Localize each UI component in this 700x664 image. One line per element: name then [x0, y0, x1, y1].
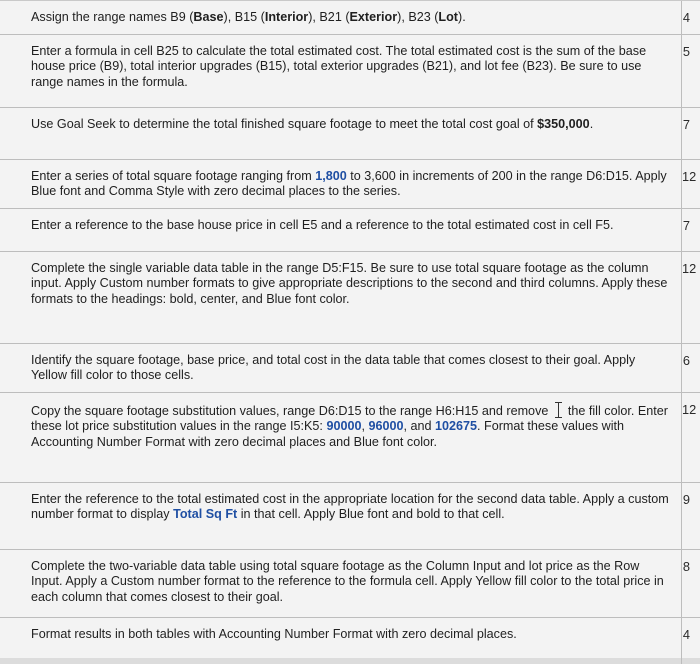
task-row — [0, 251, 700, 343]
task-text: to 3,600 in increments of 200 in the range D6:D15. Apply Blue font and Comma Style with zero decimal places to the series. — [31, 169, 667, 199]
task-text: , and — [404, 419, 436, 433]
task-row — [0, 34, 700, 107]
task-points: 12 — [682, 159, 700, 208]
task-points: 12 — [682, 251, 700, 343]
task-highlight: Interior — [265, 10, 308, 24]
task-text: , — [361, 419, 368, 433]
task-text: in that cell. Apply Blue font and bold to that cell. — [237, 507, 504, 521]
task-text: Complete the two-variable data table using total square footage as the Column Input and lot price as the Row Input. Apply a Custom number format to the reference to the formula cell. Apply Yellow fill color to the total price in each column that comes closest to their goal. — [31, 559, 664, 604]
task-text: Assign the range names B9 ( — [31, 10, 193, 24]
task-text: Complete the single variable data table in the range D5:F15. Be sure to use total square footage as the column input. Apply Custom number formats to give appropriate descriptions to the second and third columns. Apply these formats to the headings: bold, center, and Blue font color. — [31, 261, 667, 306]
task-text: Enter the reference to the total estimated cost in the appropriate location for the second data table. Apply a custom number format to display — [31, 492, 669, 522]
task-text: ), B15 ( — [224, 10, 265, 24]
task-text: Identify the square footage, base price, and total cost in the data table that comes closest to their goal. Apply Yellow fill color to those cells. — [31, 353, 635, 383]
task-description — [0, 1, 682, 34]
task-text: Enter a reference to the base house price in cell E5 and a reference to the total estimated cost in cell F5. — [31, 218, 613, 232]
task-highlight: Lot — [438, 10, 458, 24]
task-points: 7 — [682, 107, 700, 159]
task-description — [0, 251, 682, 343]
task-points: 12 — [682, 392, 700, 482]
task-text: Copy the square footage substitution values, range D6:D15 to the range H6:H15 and remove — [31, 404, 548, 418]
task-text: the fill color. Enter these lot price substitution values in the range I5:K5: — [31, 404, 668, 434]
task-points: 8 — [682, 549, 700, 617]
task-description — [0, 343, 682, 392]
task-points: 7 — [682, 208, 700, 251]
task-highlight: Exterior — [350, 10, 398, 24]
task-highlight: 1,800 — [315, 169, 347, 183]
task-text: Enter a formula in cell B25 to calculate the total estimated cost. The total estimated cost is the sum of the base house price (B9), total interior upgrades (B15), total exterior upgrades (B21), and lot fee (B23). Be sure to use range names in the formula. — [31, 44, 646, 89]
task-text: ), B23 ( — [397, 10, 438, 24]
task-row — [0, 208, 700, 251]
task-highlight: Total Sq Ft — [173, 507, 237, 521]
task-row — [0, 159, 700, 208]
instructions-table — [0, 1, 700, 664]
task-description — [0, 392, 682, 482]
task-highlight: $350,000 — [537, 117, 590, 131]
task-points: 6 — [682, 343, 700, 392]
task-highlight: Base — [193, 10, 223, 24]
task-text: Use Goal Seek to determine the total finished square footage to meet the total cost goal of — [31, 117, 537, 131]
task-highlight: 90000 — [326, 419, 361, 433]
task-text: ). — [458, 10, 466, 24]
task-highlight: 102675 — [435, 419, 477, 433]
instructions-table-body — [0, 1, 700, 664]
task-description — [0, 549, 682, 617]
task-row — [0, 343, 700, 392]
task-row — [0, 549, 700, 617]
task-description — [0, 208, 682, 251]
task-description — [0, 482, 682, 549]
task-row — [0, 1, 700, 34]
task-row — [0, 392, 700, 482]
task-description — [0, 107, 682, 159]
task-text: . Format these values with Accounting Number Format with zero decimal places and Blue font color. — [31, 419, 624, 449]
task-highlight: 96000 — [368, 419, 403, 433]
task-text: ), B21 ( — [308, 10, 349, 24]
task-points: 5 — [682, 34, 700, 107]
task-text: Format results in both tables with Accounting Number Format with zero decimal places. — [31, 627, 517, 641]
task-points: 4 — [682, 1, 700, 34]
task-description — [0, 34, 682, 107]
task-text: Enter a series of total square footage ranging from — [31, 169, 315, 183]
task-points: 4 — [682, 617, 700, 664]
task-points: 9 — [682, 482, 700, 549]
task-row — [0, 482, 700, 549]
text-cursor-icon — [554, 402, 564, 418]
task-row — [0, 107, 700, 159]
task-description — [0, 159, 682, 208]
task-text: . — [590, 117, 594, 131]
